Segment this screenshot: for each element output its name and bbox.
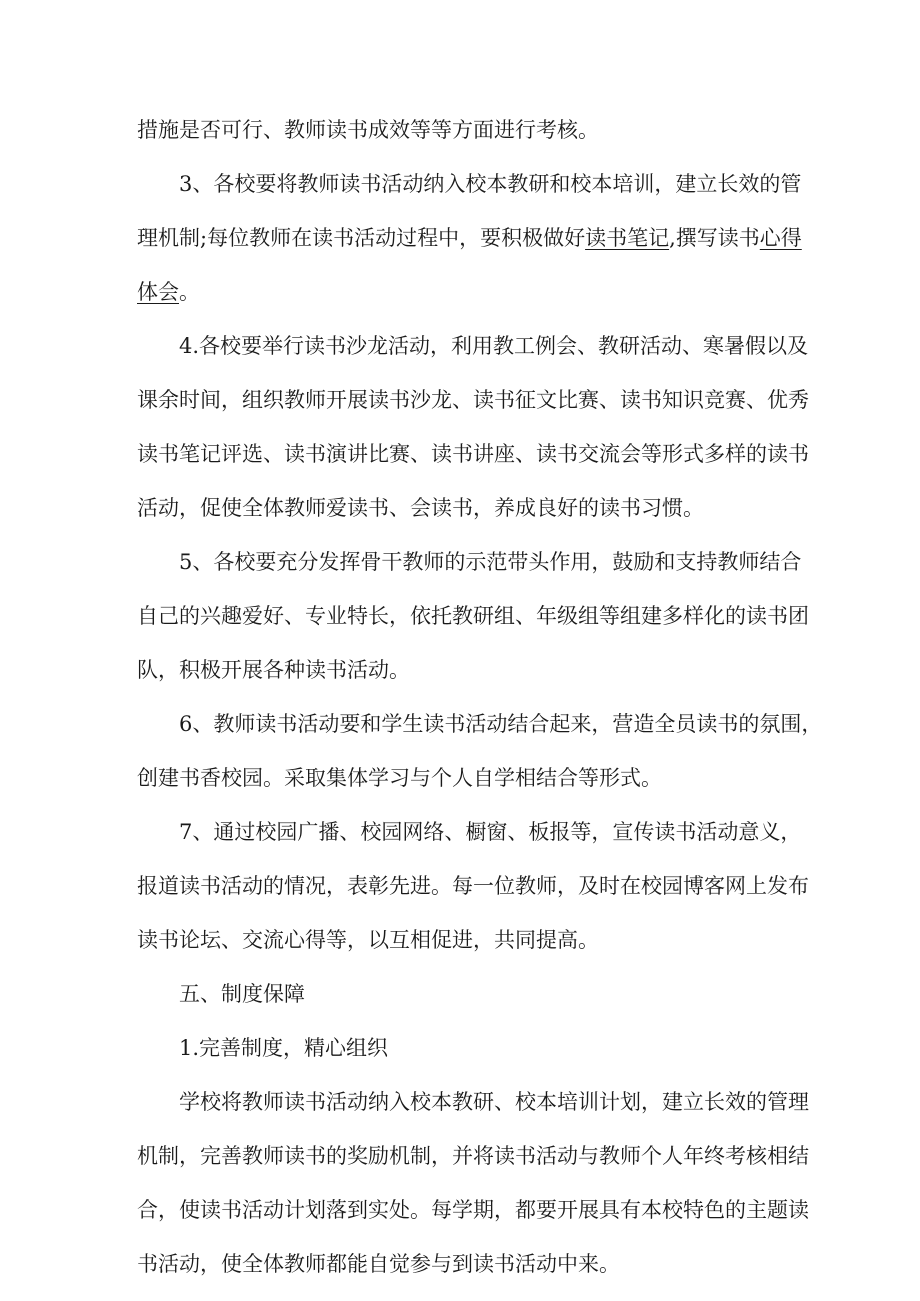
paragraph-line: 4.各校要举行读书沙龙活动，利用教工例会、教研活动、寒暑假以及 (179, 334, 809, 358)
link-reading-notes[interactable]: 读书笔记 (585, 226, 670, 250)
paragraph-line: 读书笔记评选、读书演讲比赛、读书讲座、读书交流会等形式多样的读书 (137, 442, 809, 466)
subsection-heading: 1.完善制度，精心组织 (179, 1036, 389, 1060)
paragraph-line: 学校将教师读书活动纳入校本教研、校本培训计划，建立长效的管理 (179, 1090, 809, 1114)
paragraph-line: 机制，完善教师读书的奖励机制，并将读书活动与教师个人年终考核相结 (137, 1144, 809, 1168)
paragraph-line: 合，使读书活动计划落到实处。每学期，都要开展具有本校特色的主题读 (137, 1198, 809, 1222)
text-run: 理机制;每位教师在读书活动过程中，要积极做好 (137, 226, 586, 250)
paragraph-line: 6、教师读书活动要和学生读书活动结合起来，营造全员读书的氛围， (179, 712, 823, 736)
paragraph-line: 5、各校要充分发挥骨干教师的示范带头作用，鼓励和支持教师结合 (179, 550, 802, 574)
paragraph-line (137, 270, 787, 324)
text-run: ,撰写读书 (669, 226, 760, 250)
paragraph-line: 自己的兴趣爱好、专业特长，依托教研组、年级组等组建多样化的读书团 (137, 604, 809, 628)
paragraph-line: 3、各校要将教师读书活动纳入校本教研和校本培训，建立长效的管 (179, 172, 802, 196)
paragraph-line: 书活动，使全体教师都能自觉参与到读书活动中来。 (137, 1252, 620, 1276)
paragraph-line: 读书论坛、交流心得等，以互相促进，共同提高。 (137, 928, 599, 952)
paragraph-line: 创建书香校园。采取集体学习与个人自学相结合等形式。 (137, 766, 662, 790)
text-run: 。 (179, 280, 200, 304)
document-page (137, 108, 823, 1296)
paragraph-line: 措施是否可行、教师读书成效等等方面进行考核。 (137, 118, 599, 142)
section-heading: 五、制度保障 (179, 982, 305, 1006)
paragraph-line: 7、通过校园广播、校园网络、橱窗、板报等，宣传读书活动意义， (179, 820, 802, 844)
paragraph-line: 活动，促使全体教师爱读书、会读书，养成良好的读书习惯。 (137, 496, 704, 520)
link-reflection-continued[interactable]: 体会 (137, 280, 179, 304)
paragraph-line: 队，积极开展各种读书活动。 (137, 658, 410, 682)
link-reflection[interactable]: 心得 (759, 226, 802, 250)
paragraph-line (137, 216, 802, 270)
paragraph-line: 课余时间，组织教师开展读书沙龙、读书征文比赛、读书知识竞赛、优秀 (137, 388, 809, 412)
paragraph-line: 报道读书活动的情况，表彰先进。每一位教师，及时在校园博客网上发布 (137, 874, 809, 898)
